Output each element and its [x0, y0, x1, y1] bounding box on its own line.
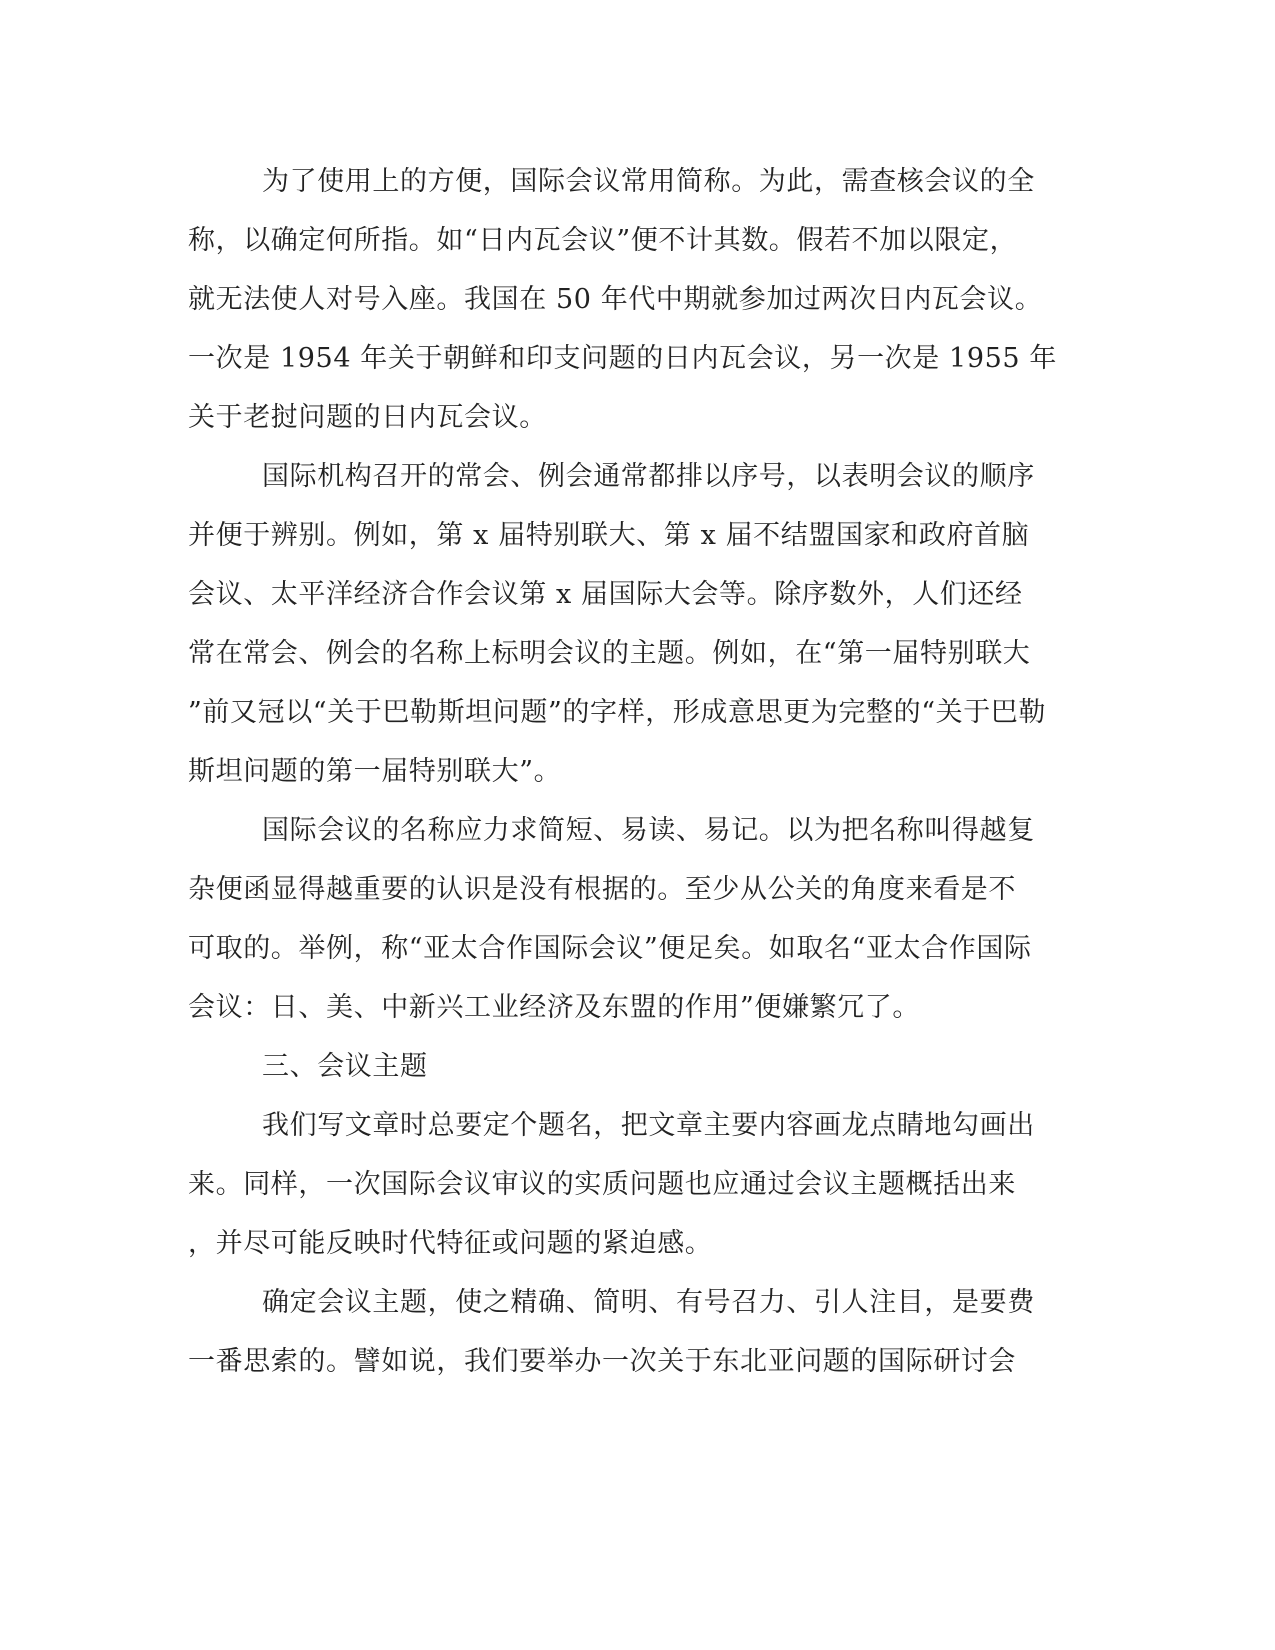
text-line: 会议、太平洋经济合作会议第 x 届国际大会等。除序数外，人们还经: [188, 579, 1023, 610]
text-line: 常在常会、例会的名称上标明会议的主题。例如，在“第一届特别联大: [188, 638, 1031, 669]
text-line: 关于老挝问题的日内瓦会议。: [188, 402, 547, 433]
text-line: ，并尽可能反映时代特征或问题的紧迫感。: [188, 1228, 713, 1259]
text-line: 一次是 1954 年关于朝鲜和印支问题的日内瓦会议，另一次是 1955 年: [188, 343, 1057, 374]
section-heading: 三、会议主题: [262, 1051, 428, 1082]
text-line: 会议：日、美、中新兴工业经济及东盟的作用”便嫌繁冗了。: [188, 992, 921, 1023]
text-line: 可取的。举例，称“亚太合作国际会议”便足矣。如取名“亚太合作国际: [188, 933, 1032, 964]
text-line: 国际会议的名称应力求简短、易读、易记。以为把名称叫得越复: [262, 815, 1035, 846]
text-line: 杂便函显得越重要的认识是没有根据的。至少从公关的角度来看是不: [188, 874, 1016, 905]
text-line: 并便于辨别。例如，第 x 届特别联大、第 x 届不结盟国家和政府首脑: [188, 520, 1030, 551]
text-line: 确定会议主题，使之精确、简明、有号召力、引人注目，是要费: [262, 1287, 1035, 1318]
text-line: 就无法使人对号入座。我国在 50 年代中期就参加过两次日内瓦会议。: [188, 284, 1043, 315]
text-line: ”前又冠以“关于巴勒斯坦问题”的字样，形成意思更为完整的“关于巴勒: [188, 697, 1047, 728]
text-line: 国际机构召开的常会、例会通常都排以序号，以表明会议的顺序: [262, 461, 1035, 492]
text-line: 一番思索的。譬如说，我们要举办一次关于东北亚问题的国际研讨会: [188, 1346, 1016, 1377]
text-line: 称，以确定何所指。如“日内瓦会议”便不计其数。假若不加以限定，: [188, 225, 1018, 256]
text-line: 斯坦问题的第一届特别联大”。: [188, 756, 562, 787]
text-line: 为了使用上的方便，国际会议常用简称。为此，需查核会议的全: [262, 166, 1035, 197]
text-line: 来。同样，一次国际会议审议的实质问题也应通过会议主题概括出来: [188, 1169, 1016, 1200]
text-line: 我们写文章时总要定个题名，把文章主要内容画龙点睛地勾画出: [262, 1110, 1035, 1141]
